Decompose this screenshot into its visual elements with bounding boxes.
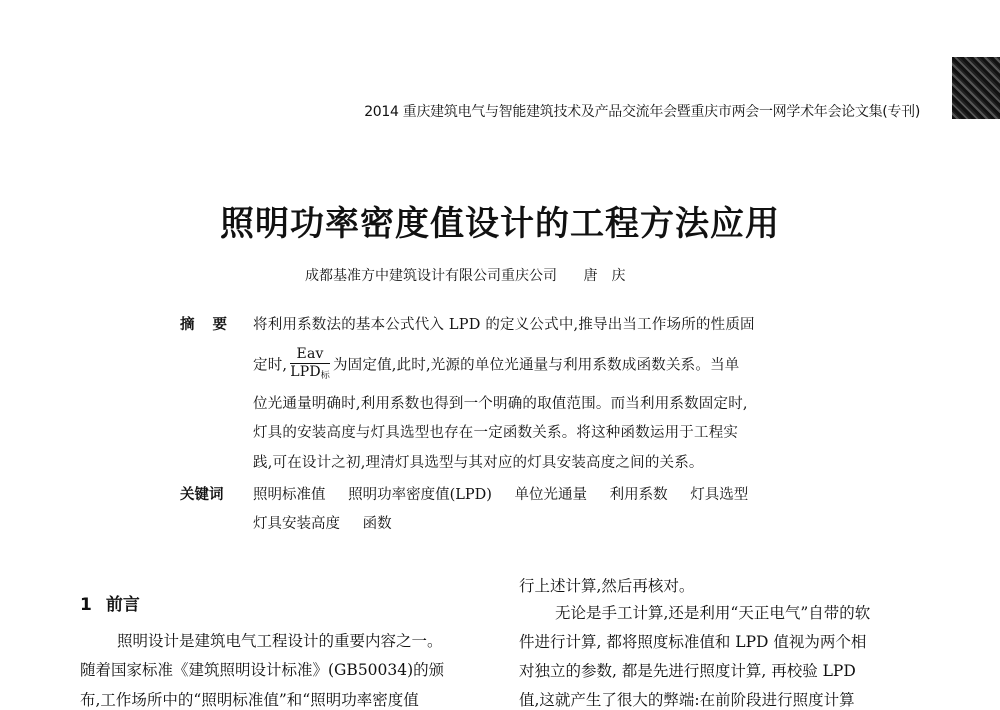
page-title: 照明功率密度值设计的工程方法应用 <box>220 204 780 244</box>
keyword-item: 照明标准值 <box>253 487 326 503</box>
author-name: 唐庆 <box>583 268 640 284</box>
right-column-line: 行上述计算,然后再核对。 <box>519 577 695 595</box>
left-column-line: 布,工作场所中的“照明标准值”和“照明功率密度值 <box>80 691 419 709</box>
left-column-line: 照明设计是建筑电气工程设计的重要内容之一。 <box>117 632 443 650</box>
abstract-line-1: 将利用系数法的基本公式代入 LPD 的定义公式中,推导出当工作场所的性质固 <box>253 317 755 333</box>
keyword-item: 灯具选型 <box>690 487 749 503</box>
right-column-line: 对独立的参数, 都是先进行照度计算, 再校验 LPD <box>519 662 856 680</box>
section-title: 前言 <box>105 595 140 615</box>
right-column-line: 件进行计算, 都将照度标准值和 LPD 值视为两个相 <box>519 633 867 651</box>
fraction-subscript: 标 <box>320 371 330 381</box>
section-number: 1 <box>80 595 92 615</box>
abstract-line-3: 位光通量明确时,利用系数也得到一个明确的取值范围。而当利用系数固定时, <box>253 396 748 412</box>
keywords-label: 关键词 <box>180 487 224 503</box>
keywords-line-2 <box>253 512 410 533</box>
author-line <box>305 265 639 285</box>
keyword-item: 灯具安装高度 <box>253 516 340 532</box>
keyword-item: 单位光通量 <box>514 487 588 503</box>
fraction-numerator: Eav <box>290 346 330 364</box>
journal-header: 2014 重庆建筑电气与智能建筑技术及产品交流年会暨重庆市两会一网学术年会论文集(专刊) <box>364 104 920 120</box>
right-column-line: 值,这就产生了很大的弊端:在前阶段进行照度计算 <box>519 691 855 709</box>
abstract-line-2-post: 为固定值,此时,光源的单位光通量与利用系数成函数关系。当单 <box>332 357 740 374</box>
abstract-label: 摘要 <box>180 317 245 333</box>
keyword-item: 利用系数 <box>609 487 668 503</box>
keyword-item: 照明功率密度值(LPD) <box>348 487 492 503</box>
abstract-line-5: 践,可在设计之初,理清灯具选型与其对应的灯具安装高度之间的关系。 <box>253 455 704 471</box>
keyword-item: 函数 <box>362 516 392 532</box>
section-heading <box>80 590 140 615</box>
left-column-line: 随着国家标准《建筑照明设计标准》(GB50034)的颁 <box>80 661 445 679</box>
keywords-line-1 <box>253 483 766 504</box>
fraction <box>290 346 330 385</box>
abstract-line-2 <box>253 346 740 385</box>
abstract-line-2-pre: 定时, <box>253 357 288 374</box>
author-affiliation: 成都基准方中建筑设计有限公司重庆公司 <box>305 268 557 284</box>
corner-mark <box>952 57 1000 119</box>
abstract-line-4: 灯具的安装高度与灯具选型也存在一定函数关系。将这种函数运用于工程实 <box>253 425 739 441</box>
fraction-denominator <box>290 364 330 385</box>
fraction-denominator-text: LPD <box>290 364 321 380</box>
right-column-line: 无论是手工计算,还是利用“天正电气”自带的软 <box>555 604 871 622</box>
